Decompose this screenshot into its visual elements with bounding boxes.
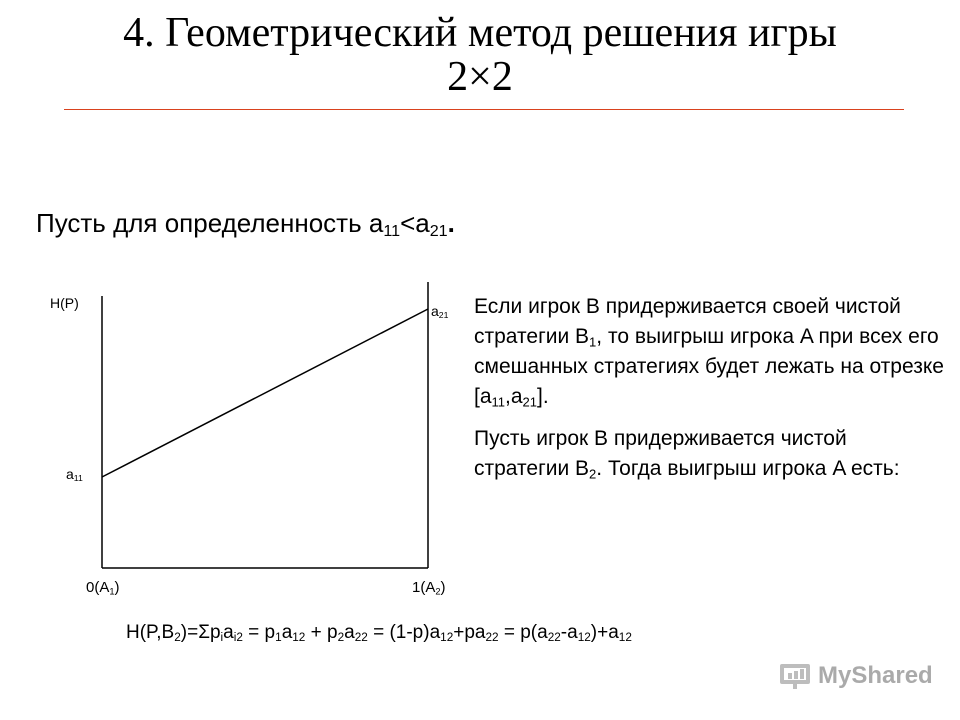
a11-label: $a_{11}$ xyxy=(66,466,83,484)
payoff-formula: $H(P,B_2)=\Sigma p_ia_{i2} = p_1a_{12} + p_2a_{22} = (1-p)a_{12}+pa_{22} = p(a_{22}-a_{12})+a_{12}$ xyxy=(126,622,632,644)
title-line-2: 2×2 xyxy=(447,54,513,100)
x-origin-label: $0(A_1)$ xyxy=(86,579,120,597)
title-line-1: 4. Геометрический метод решения игры xyxy=(123,10,837,56)
watermark-text: MyShared xyxy=(818,662,933,689)
x-end-label: $1(A_2)$ xyxy=(412,579,446,597)
a21-label: $a_{21}$ xyxy=(431,303,449,321)
presentation-icon xyxy=(778,661,812,691)
y-axis-label: H(P) xyxy=(50,295,79,311)
payoff-segment xyxy=(102,309,428,477)
explanation-paragraph-2: Пусть игрок B придерживается чистой стратегии $B_2$. Тогда выигрыш игрока A есть: xyxy=(474,427,900,482)
assumption-text: Пусть для определенность $a_{11}<a_{21}$. xyxy=(36,208,455,241)
title-divider xyxy=(64,109,904,110)
explanation-text xyxy=(474,292,944,484)
explanation-paragraph-1: Если игрок B придерживается своей чистой стратегии $B_1$, то выигрыш игрока A при всех его смешанных стратегиях будет лежать на отрезке $[a_{11},a_{21}]$. xyxy=(474,295,944,410)
watermark xyxy=(778,660,933,692)
